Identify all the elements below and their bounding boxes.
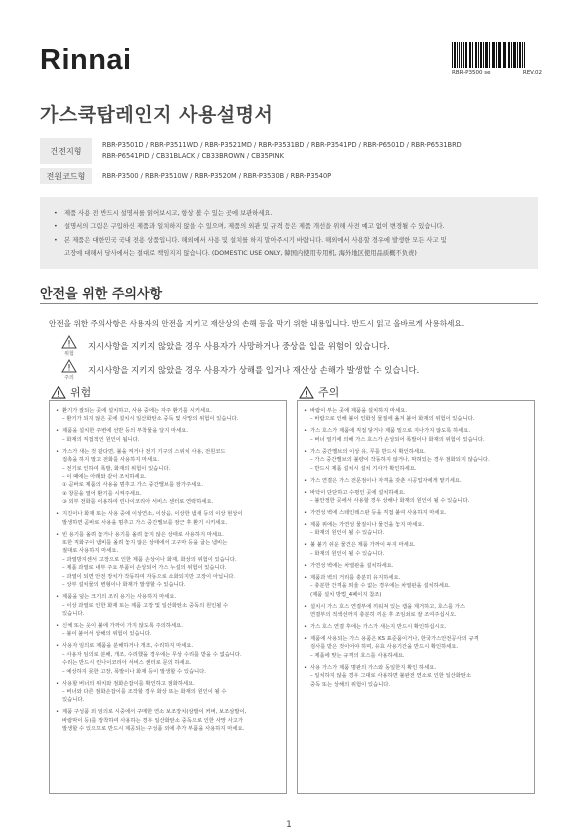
danger-item — [56, 593, 280, 618]
battery-models-line2: RBR-P6541PID / CB31BLACK / CB33BROWN / CB35PINK — [102, 152, 284, 160]
warning-triangle-icon — [61, 335, 77, 349]
caution-item-line: – 불안정한 곳에서 사용할 경우 상해나 화재의 원인이 될 수 있습니다. — [310, 498, 470, 505]
caution-heading — [299, 384, 339, 400]
caution-item-line: (제품 설치 방법_4페이지 참조) — [310, 591, 382, 598]
caution-item-line: – 화재의 원인이 될 수 있습니다. — [310, 530, 385, 537]
notice-item: • 제품 사용 전 반드시 설명서를 읽어보시고, 항상 볼 수 있는 곳에 보관하세요. — [54, 207, 524, 220]
danger-item-line: 수리는 반드시 린나이코리아 서비스 센터로 문의 하세요. — [62, 660, 192, 667]
caution-item-line: • 가연성 벽에는 차열판을 설치하세요. — [304, 562, 528, 570]
caution-item — [304, 574, 528, 599]
caution-item — [304, 541, 528, 558]
danger-item-line: – 예상하지 못한 고장, 폭발이나 화재 등이 발생할 수 있습니다. — [62, 668, 206, 675]
revision-label: REV.02 — [522, 70, 542, 76]
barcode-bar — [466, 42, 467, 68]
danger-item — [56, 622, 280, 639]
danger-heading — [51, 384, 91, 400]
danger-item-line: ① 곧바로 제품의 사용을 멈추고 가스 중간밸브를 잠가주세요. — [62, 482, 204, 489]
barcode-bar — [494, 42, 495, 68]
barcode-bar — [505, 42, 506, 68]
danger-item-line: – 전기로 인하여 폭발, 화재의 위험이 있습니다. — [62, 465, 171, 472]
caution-item-line: – 반드시 제품 설치시 설치 기사가 확인하세요. — [310, 465, 417, 472]
danger-item-line: – 불이 붙어서 상해의 위험이 있습니다. — [62, 631, 152, 638]
barcode-bar — [461, 42, 462, 68]
danger-item-line: • 사용할 버너의 위치와 점화손잡이를 확인하고 점화하세요. — [56, 680, 280, 688]
caution-item — [304, 407, 528, 424]
battery-models-line1: RBR-P3501D / RBR-P3511WD / RBR-P3521MD / RBR-P3531BD / RBR-P3541PD / RBR-P6501D / RBR-P6531BRD — [102, 141, 462, 149]
danger-item-line: 접촉을 하지 말고 전화를 사용하지 마세요. — [62, 457, 160, 464]
safety-intro: 안전을 위한 주의사항은 사용자의 안전을 지키고 재산상의 손해 등을 막기 위한 내용입니다. 반드시 읽고 올바르게 사용하세요. — [49, 319, 465, 328]
caution-item-line: • 바람이 부는 곳에 제품을 설치하지 마세요. — [304, 407, 528, 415]
caution-item — [304, 635, 528, 660]
caution-item-line: • 제품과 벽의 거리를 충분히 유지하세요. — [304, 574, 528, 582]
danger-item-line: • 가스가 새는 것 같다면, 불을 켜거나 전기 기구의 스위치 사용, 전원코드 — [56, 448, 280, 456]
danger-symbol-caption: 위험 — [64, 351, 74, 357]
safety-section-title: 안전을 위한 주의사항 — [40, 287, 163, 302]
caution-item — [304, 489, 528, 506]
barcode-bar — [499, 42, 501, 68]
barcode-bar — [498, 42, 499, 68]
caution-item-line: 중독 또는 상해의 위험이 있습니다. — [310, 681, 391, 688]
caution-item-line: • 가스 호스가 제품에 직접 닿거나 제품 밑으로 지나가지 않도록 하세요. — [304, 427, 528, 435]
caution-item-line: – 화재의 원인이 될 수 있습니다. — [310, 550, 385, 557]
caution-item-line: 검사를 받은 것이어야 하며, 유효 사용기간을 반드시 확인하세요. — [310, 644, 459, 651]
danger-item — [56, 510, 280, 527]
warning-triangle-icon — [51, 386, 66, 399]
notice-item: • 설명서의 그림은 구입하신 제품과 일치하지 않을 수 있으며, 제품의 외관 및 규격 등은 제품 개선을 위해 사전 예고 없이 변경될 수 있습니다. — [54, 220, 524, 233]
danger-item-line: 있습니다. — [62, 697, 85, 704]
danger-item — [56, 531, 280, 590]
danger-item — [56, 448, 280, 507]
barcode-bar — [520, 42, 521, 68]
danger-item-line: – 과열이 되면 안전 장치가 작동하여 자동으로 소화되지만 고장이 아닙니다. — [62, 573, 235, 580]
barcode-bar — [465, 42, 466, 68]
barcode-bar — [455, 42, 456, 68]
barcode-bar — [514, 42, 516, 68]
danger-item-line: – 화재의 직접적인 원인이 됩니다. — [62, 436, 140, 443]
caution-item-line: 연결부의 적색선까지 충분히 끼운 후 조임쇠로 잘 조여주십시오. — [310, 612, 457, 619]
danger-item-line: ② 창문을 열어 환기를 시켜주세요. — [62, 490, 142, 497]
danger-item — [56, 680, 280, 705]
battery-models-row — [40, 138, 538, 164]
page-number: 1 — [286, 820, 292, 830]
caution-item-line: – 제품에 맞는 규격의 호스를 사용하세요. — [310, 652, 405, 659]
section-divider — [40, 303, 538, 304]
barcode — [452, 42, 542, 76]
caution-item — [304, 521, 528, 538]
danger-item-line: – 버너와 다른 점화손잡이를 조작할 경우 화상 또는 화재의 원인이 될 수 — [62, 688, 227, 695]
barcode-bar — [511, 42, 512, 68]
danger-list — [56, 407, 280, 734]
danger-item-line: – 이상 과열로 인한 화재 또는 제품 고장 및 일산화탄소 중독의 원인될 수 — [62, 602, 229, 609]
caution-item — [304, 603, 528, 620]
danger-description: 지시사항을 지키지 않았을 경우 사용자가 사망하거나 중상을 입을 위험이 있습니다. — [88, 341, 390, 351]
notice-box — [40, 197, 538, 269]
caution-description: 지시사항을 지키지 않았을 경우 사용자가 상해를 입거나 재산상 손해가 발생할 수 있습니다. — [88, 365, 420, 375]
danger-item-line: – 제품 과열로 내부 주요 부품이 손상되어 가스 누설의 위험이 있습니다. — [62, 565, 227, 572]
danger-item-line: – 사용자 임의로 분해, 개조, 수리했을 경우에는 무상 수리를 받을 수 없습니다. — [62, 651, 242, 658]
caution-item — [304, 664, 528, 689]
power-models-row — [40, 168, 538, 184]
barcode-bar — [504, 42, 505, 68]
document-title: 가스쿡탑레인지 사용설명서 — [40, 104, 274, 126]
danger-item-line: • 제품 구성품 외 임의로 시중에서 구매한 연소 보조장치(삼발이 커버, 보조삼발이, — [56, 708, 280, 716]
notice-item: • 본 제품은 대한민국 국내 전용 상품입니다. 해외에서 사용 및 설치를 하지 말아주시기 바랍니다. 해외에서 사용할 경우에 발생한 모든 사고 및 — [54, 234, 524, 247]
danger-item-line: – 상부 설치물의 변형이나 화재가 발생할 수 있습니다. — [62, 582, 186, 589]
barcode-bar — [478, 42, 479, 68]
barcode-bar — [483, 42, 484, 68]
barcode-bar — [517, 42, 518, 68]
caution-item-line: • 바닥이 단단하고 수평인 곳에 설치하세요. — [304, 489, 528, 497]
barcode-bar — [454, 42, 455, 68]
danger-item-line: 있습니다. — [62, 610, 85, 617]
barcode-bar — [459, 42, 461, 68]
barcode-bar — [481, 42, 482, 68]
caution-item — [304, 477, 528, 485]
danger-item-line: 또한 직화구이 냄비를 올려 놓지 않은 상태에서 고구마 등을 굽는 냄비는 — [62, 540, 228, 547]
caution-symbol-row — [58, 359, 419, 381]
caution-item-line: • 제품 위에는 가연성 물질이나 물건을 놓지 마세요. — [304, 521, 528, 529]
danger-item — [56, 708, 280, 733]
danger-item-line: • 제품을 덮는 크기의 조리 용기는 사용하지 마세요. — [56, 593, 280, 601]
barcode-bar — [476, 42, 477, 68]
barcode-bar — [524, 42, 525, 68]
caution-item-line: • 가스 연결은 가스 전문점이나 자격을 갖춘 시공업자에게 맡기세요. — [304, 477, 528, 485]
brand-logo: Rinnai — [40, 44, 132, 76]
caution-item-line: – 충분한 간격을 띄울 수 없는 경우에는 차열판을 설치하세요. — [310, 583, 451, 590]
danger-item-line: – 과열방지센서 고장으로 인한 제품 손상이나 화재, 화상의 위험이 있습니다. — [62, 556, 237, 563]
caution-heading-label: 주의 — [318, 386, 340, 399]
caution-item-line: – 가스 중간밸브의 불량이 작동하지 않거나, 막혀있는 경우 점화되지 않습니다. — [310, 457, 490, 464]
caution-item-line: • 불 붙기 쉬운 물건은 제품 가까이 두지 마세요. — [304, 541, 528, 549]
danger-item-line: • 사용자 임의로 제품을 분해하거나 개조, 수리하지 마세요. — [56, 642, 280, 650]
caution-item — [304, 509, 528, 517]
danger-item-line: 발생할 수 있으므로 반드시 제공되는 구성품 외에 추가 부품을 사용하지 마세요. — [62, 726, 245, 733]
caution-item-line: – 일치하지 않을 경우 그대로 사용하면 불완전 연소로 인한 일산화탄소 — [310, 673, 472, 680]
danger-heading-label: 위험 — [70, 386, 92, 399]
caution-item-line: • 가스 호스 연결 후에는 가스가 새는지 반드시 확인하십시오. — [304, 623, 528, 631]
danger-item — [56, 407, 280, 424]
caution-item — [304, 448, 528, 473]
barcode-bar — [486, 42, 488, 68]
danger-item-line: – 환기가 되지 않은 곳에 설치시 일산화탄소 중독 및 사망의 위험이 있습니다. — [62, 416, 239, 423]
danger-item-line: • 빈 용기를 올려 놓거나 용기를 올려 놓지 않은 상태로 사용하지 마세요. — [56, 531, 280, 539]
barcode-bar — [522, 42, 523, 68]
barcode-code: RBR-P3500 se — [452, 70, 491, 76]
battery-models-label: 건전지형 — [40, 138, 92, 164]
caution-item-line: – 버너 열기에 의해 가스 호스가 손상되어 폭발이나 화재의 위험이 있습니다. — [310, 436, 485, 443]
caution-item — [304, 427, 528, 444]
caution-item-line: • 가스 중간밸브의 이상 유, 무를 반드시 확인하세요. — [304, 448, 528, 456]
power-models-value: RBR-P3500 / RBR-P3510W / RBR-P3520M / RBR-P3530B / RBR-P3540P — [102, 171, 332, 180]
danger-item-line: • 지진이나 화재 또는 사용 중에 이상연소, 이상음, 이상한 냄새 등의 이상 현상이 — [56, 510, 280, 518]
danger-item-line: ③ 외부 전화를 이용하여 린나이코리아 서비스 센터로 연락하세요. — [62, 499, 214, 506]
danger-item-line: 발생하면 곧바로 사용을 멈추고 가스 중간밸브를 잠근 후 환기 시키세요. — [62, 519, 228, 526]
caution-item — [304, 623, 528, 631]
caution-item-line: • 사용 가스가 제품 명판의 가스와 동일한지 확인 하세요. — [304, 664, 528, 672]
caution-item-line: • 설치시 가스 호스 연결부에 끼워져 있는 캡을 제거하고, 호스를 가스 — [304, 603, 528, 611]
danger-item-line: 바람막이 등)를 장착하여 사용하는 경우 일산화탄소 중독으로 인한 사망 사고가 — [62, 717, 243, 724]
caution-item-line: • 제품에 사용되는 가스 용품은 KS 표준품이거나, 한국가스안전공사의 규격 — [304, 635, 528, 643]
barcode-bar — [509, 42, 510, 68]
warning-triangle-icon — [61, 359, 77, 373]
barcode-bars — [452, 42, 542, 68]
power-models-label: 전원코드형 — [40, 168, 92, 184]
barcode-bar — [470, 42, 471, 68]
danger-item-line: • 신체 또는 옷이 불에 가까이 가지 않도록 주의하세요. — [56, 622, 280, 630]
danger-symbol-row — [58, 335, 390, 357]
caution-item-line: • 가연성 벽에 스테인레스판 등을 직접 붙여 사용하지 마세요. — [304, 509, 528, 517]
danger-item-line: • 제품을 설치한 주변에 선반 등의 부착물을 달지 마세요. — [56, 427, 280, 435]
danger-item-line: • 환기가 잘되는 곳에 설치하고, 사용 중에는 자주 환기를 시키세요. — [56, 407, 280, 415]
caution-box — [297, 400, 535, 794]
notice-item-continued: 고장에 대해서 당사에서는 절대로 책임지지 않습니다. (DOMESTIC USE ONLY, 韓国内使用专用机, 海外地区使用品质概不负责) — [64, 250, 417, 258]
danger-box — [49, 400, 287, 794]
caution-symbol-caption: 주의 — [64, 375, 74, 381]
danger-item — [56, 427, 280, 444]
barcode-bar — [472, 42, 474, 68]
caution-item-line: – 바람으로 인해 불이 인화성 물질에 옮겨 붙어 화재의 위험이 있습니다. — [310, 416, 475, 423]
barcode-bar — [493, 42, 494, 68]
warning-triangle-icon — [299, 386, 314, 399]
danger-item — [56, 642, 280, 676]
barcode-bar — [489, 42, 490, 68]
danger-item-line: – 이 때에는 아래와 같이 조치하세요. — [62, 474, 147, 481]
caution-list — [304, 407, 528, 689]
danger-item-line: 절대로 사용하지 마세요. — [62, 548, 119, 555]
caution-item — [304, 562, 528, 570]
